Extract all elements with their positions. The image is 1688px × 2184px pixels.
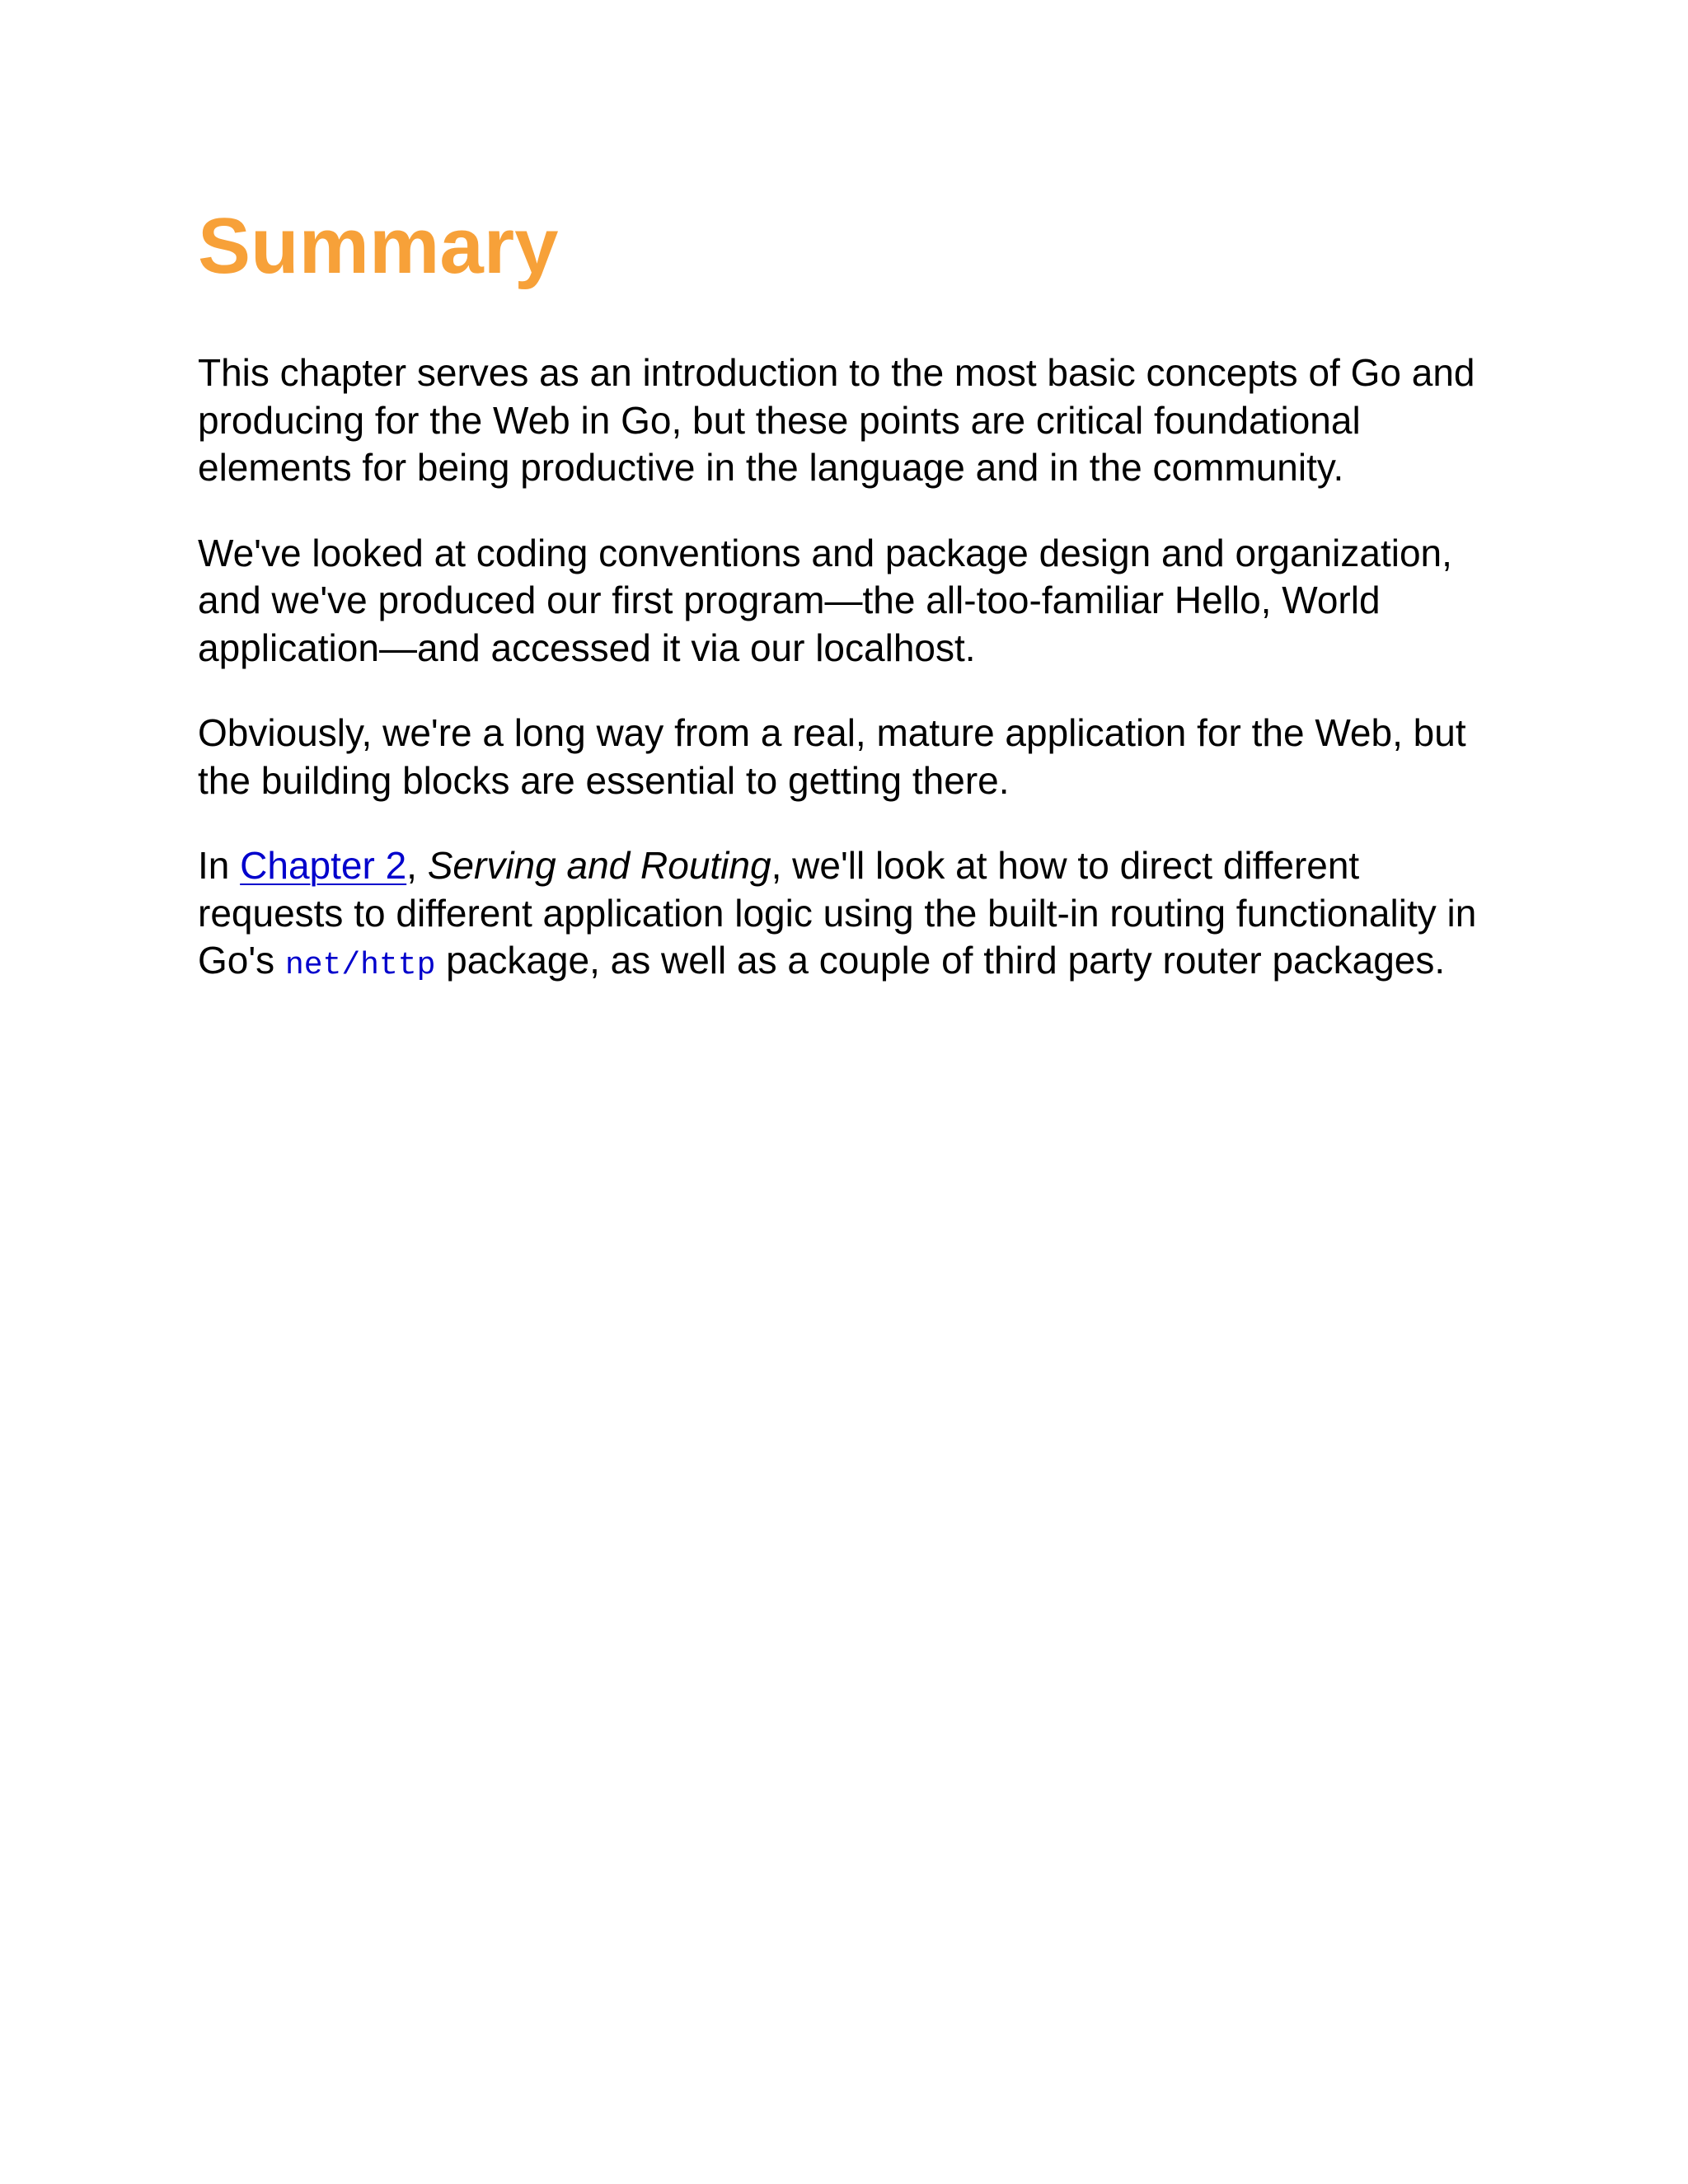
next-chapter-end-text: package, as well as a couple of third party router packages. (435, 939, 1446, 982)
chapter-2-link[interactable]: Chapter 2 (240, 844, 407, 887)
next-chapter-middle-text: , we'll look at how to direct different requests to different application logic using the built-in routing functionality in Go's (198, 844, 1477, 982)
paragraph-recap: We've looked at coding conventions and package design and organization, and we've produced our first program—the all-too-familiar Hello, World application—and accessed it via our localhost. (198, 531, 1452, 669)
paragraph-intro: This chapter serves as an introduction to the most basic concepts of Go and producing for the Web in Go, but these points are critical foundational elements for being productive in the language and in the community. (198, 351, 1475, 489)
page-title: Summary (198, 202, 559, 290)
paragraph-outlook: Obviously, we're a long way from a real, mature application for the Web, but the building blocks are essential to getting there. (198, 711, 1466, 802)
page-content (198, 198, 1484, 990)
next-chapter-intro-text: In (198, 844, 241, 887)
chapter-title-emphasis: Serving and Routing (427, 844, 771, 887)
next-chapter-separator: , (406, 844, 428, 887)
paragraph-next-chapter (198, 842, 1484, 990)
package-code-net-http: net/http (284, 948, 436, 983)
